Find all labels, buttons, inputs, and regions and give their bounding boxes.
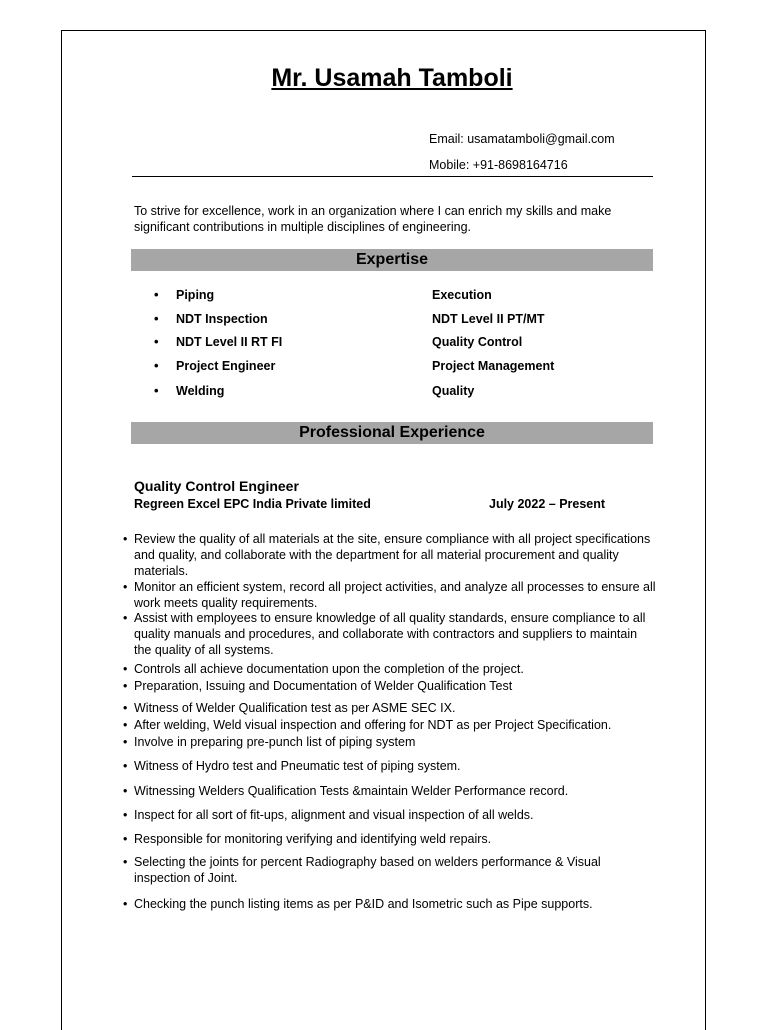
experience-bullet: • Assist with employees to ensure knowledge of all quality standards, ensure compliance to all quality manuals and procedures, and collaborate with contractors and suppliers to maintain the quality of all systems. (134, 611, 656, 658)
expertise-item: Quality (432, 384, 475, 398)
experience-bullet: • Witness of Hydro test and Pneumatic test of piping system. (134, 759, 656, 775)
experience-bullet: • Selecting the joints for percent Radiography based on welders performance & Visual inspection of Joint. (134, 855, 656, 887)
objective-text: To strive for excellence, work in an organization where I can enrich my skills and make significant contributions in multiple disciplines of engineering. (134, 204, 612, 234)
expertise-item: • Project Engineer (154, 358, 276, 373)
bullet-icon: • (154, 358, 159, 373)
experience-bullet: • Review the quality of all materials at the site, ensure compliance with all project specifications and quality, and collaborate with the department for all material procurement and quality materials. (134, 532, 656, 579)
expertise-item: • Piping (154, 287, 215, 302)
expertise-item: • Welding (154, 383, 225, 398)
section-heading-expertise: Expertise (131, 249, 653, 271)
contact-email: Email: usamatamboli@gmail.com (429, 132, 615, 146)
experience-bullet: • Monitor an efficient system, record all project activities, and analyze all processes to ensure all work meets quality requirements. (134, 580, 656, 612)
expertise-item: • NDT Level II RT FI (154, 334, 283, 349)
bullet-icon: • (154, 334, 159, 349)
header-divider (132, 176, 653, 177)
bullet-icon: • (154, 311, 159, 326)
expertise-item: • NDT Inspection (154, 311, 268, 326)
experience-bullet: • Controls all achieve documentation upon the completion of the project. (134, 662, 656, 678)
experience-bullet: • After welding, Weld visual inspection and offering for NDT as per Project Specification. (134, 718, 656, 734)
candidate-name: Mr. Usamah Tamboli (271, 64, 513, 92)
bullet-icon: • (154, 383, 159, 398)
experience-bullet: • Witnessing Welders Qualification Tests &maintain Welder Performance record. (134, 784, 656, 800)
expertise-item: Project Management (432, 359, 555, 373)
experience-bullet: • Involve in preparing pre-punch list of piping system (134, 735, 656, 751)
experience-bullet: • Witness of Welder Qualification test as per ASME SEC IX. (134, 701, 656, 717)
experience-bullet: • Responsible for monitoring verifying and identifying weld repairs. (134, 832, 656, 848)
expertise-item: NDT Level II PT/MT (432, 312, 545, 326)
expertise-item: Execution (432, 288, 492, 302)
employment-dates: July 2022 – Present (489, 497, 606, 511)
experience-bullet: • Checking the punch listing items as per P&ID and Isometric such as Pipe supports. (134, 897, 656, 913)
experience-bullet: • Inspect for all sort of fit-ups, alignment and visual inspection of all welds. (134, 808, 656, 824)
experience-bullet: • Preparation, Issuing and Documentation of Welder Qualification Test (134, 679, 656, 695)
company-name: Regreen Excel EPC India Private limited (134, 497, 371, 511)
contact-mobile: Mobile: +91-8698164716 (429, 158, 568, 172)
bullet-icon: • (154, 287, 159, 302)
section-heading-experience: Professional Experience (131, 422, 653, 444)
expertise-item: Quality Control (432, 335, 523, 349)
job-title: Quality Control Engineer (134, 478, 299, 494)
